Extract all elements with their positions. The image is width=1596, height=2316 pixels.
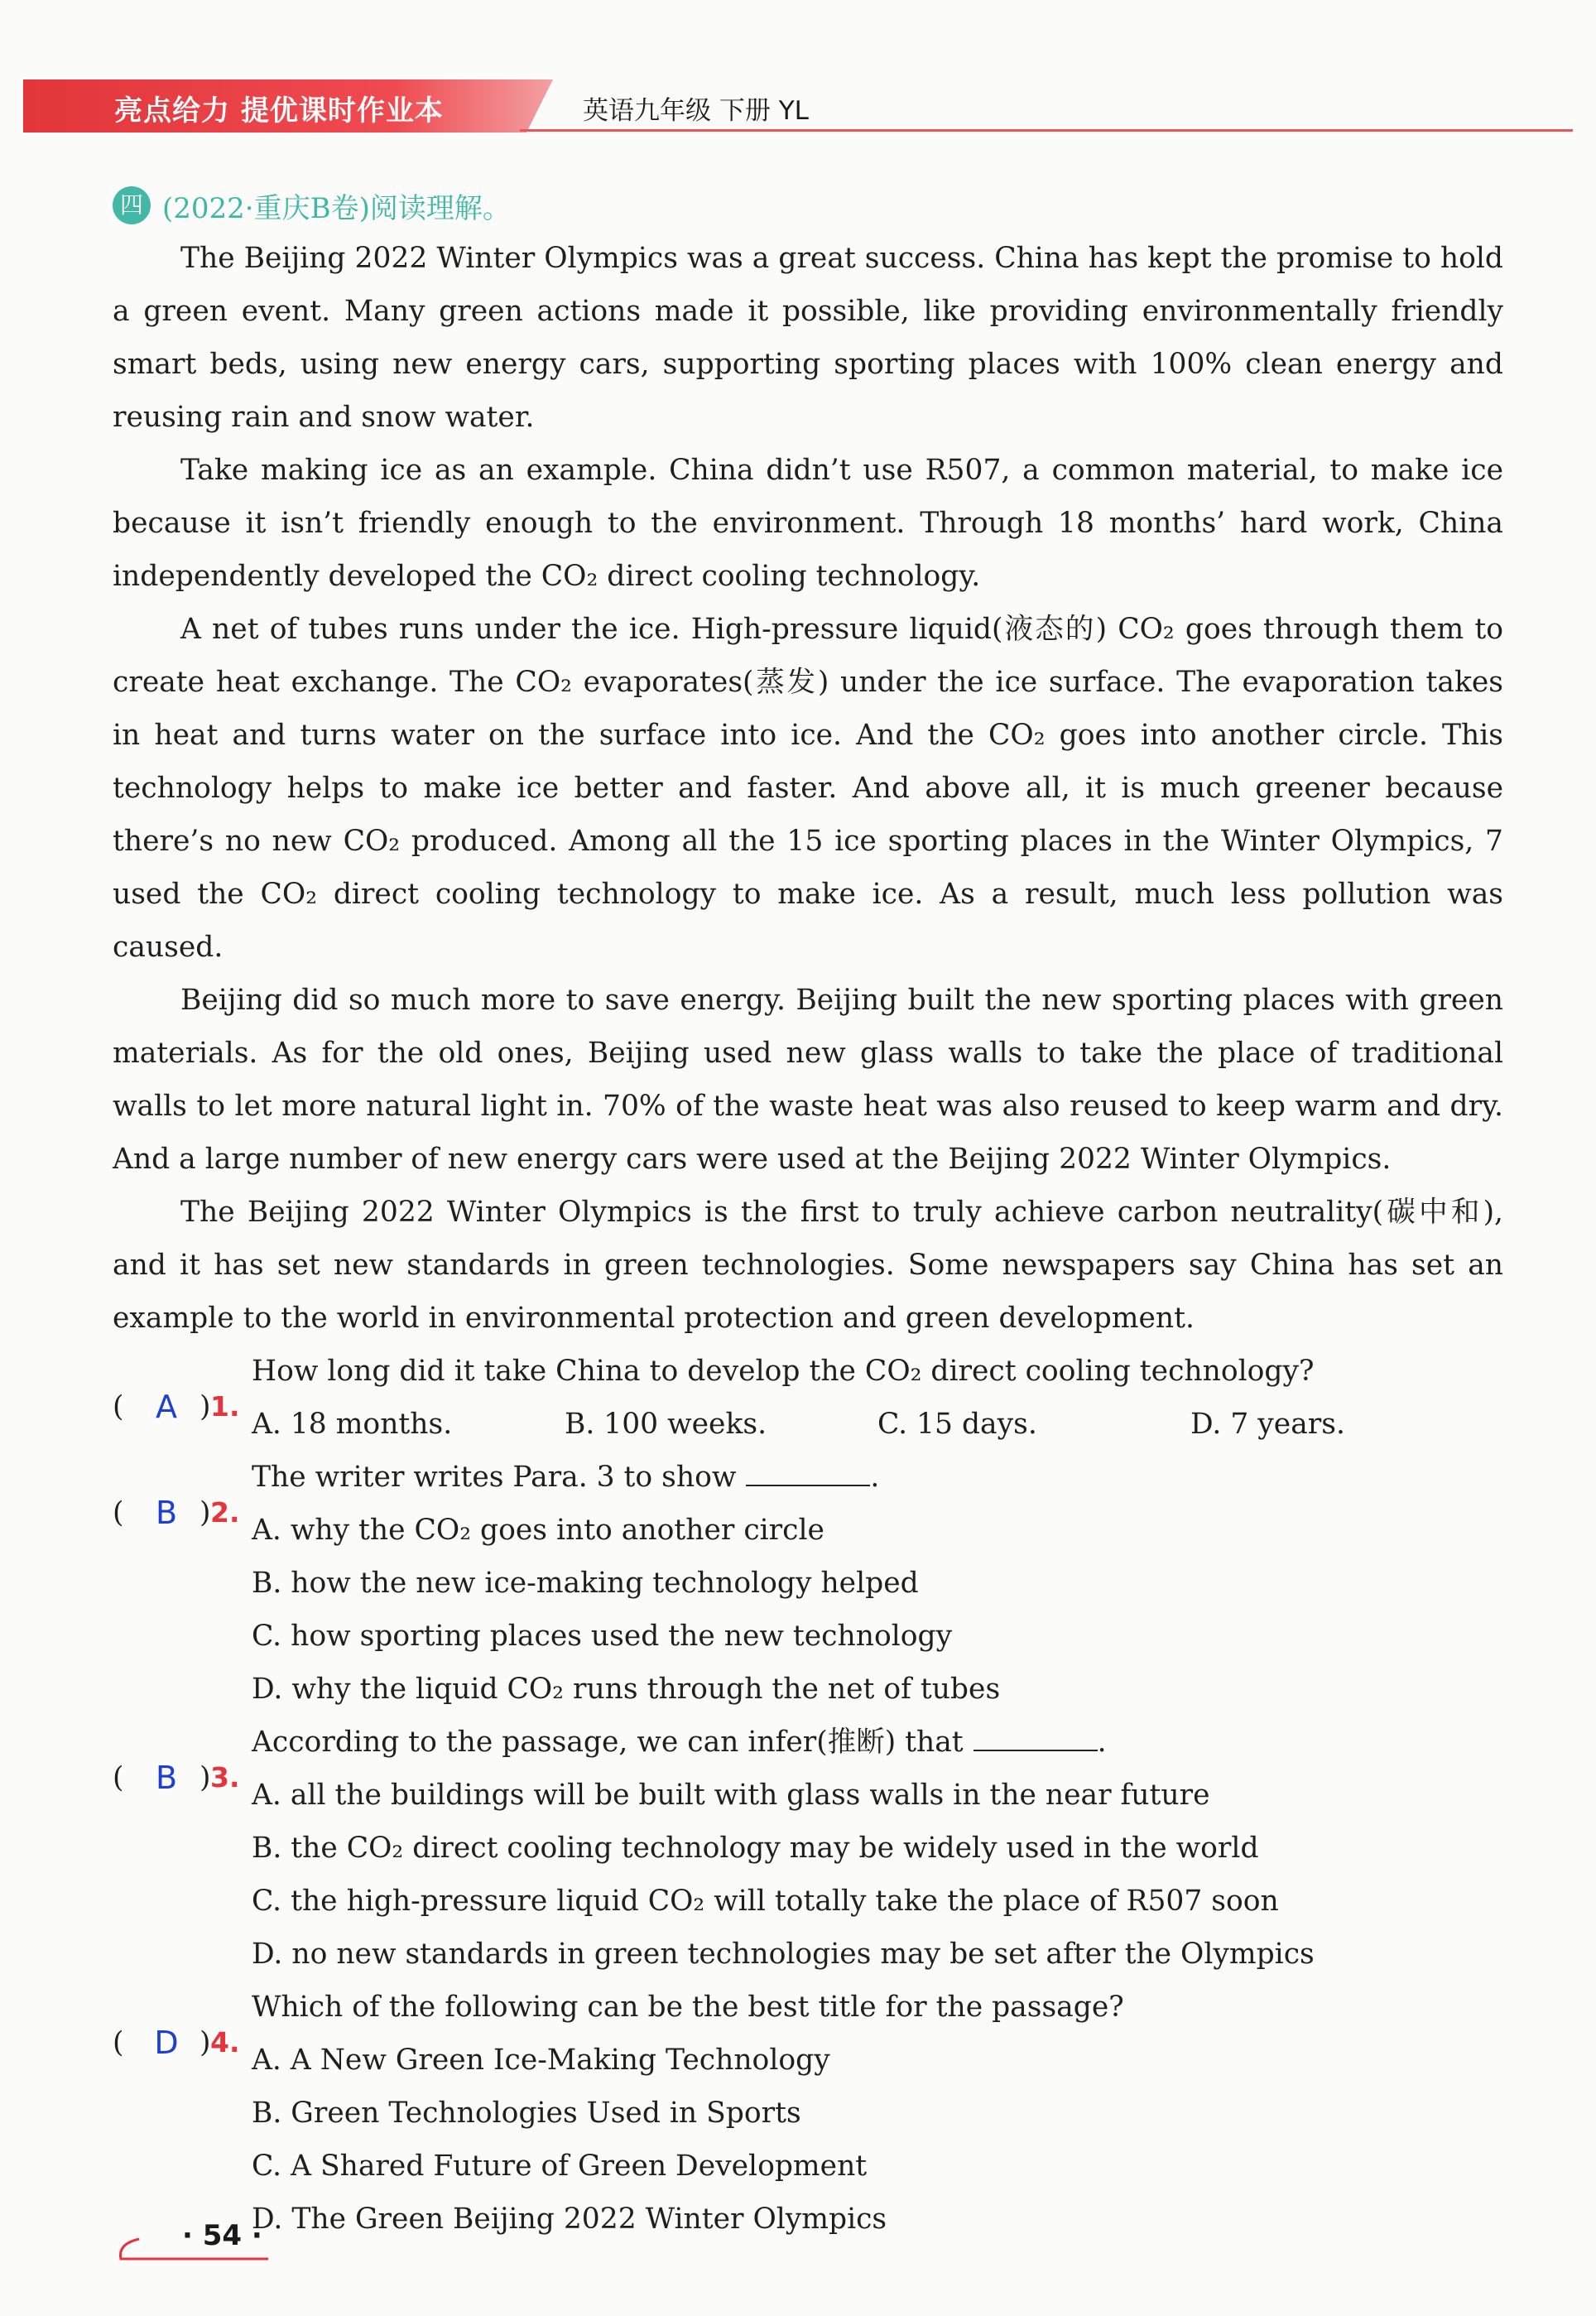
question-number: 2.	[210, 1496, 240, 1529]
option-b: B. 100 weeks.	[565, 1408, 767, 1441]
option-b: B. how the new ice-making technology helped	[252, 1567, 919, 1600]
option-d: D. 7 years.	[1190, 1408, 1345, 1441]
option-a: A. 18 months.	[252, 1408, 453, 1441]
option-a: A. A New Green Ice-Making Technology	[252, 2044, 830, 2077]
option-d: D. The Green Beijing 2022 Winter Olympics	[252, 2203, 887, 2236]
option-c: C. how sporting places used the new technology	[252, 1620, 953, 1653]
answer-blank	[973, 1725, 1098, 1751]
section-number-badge: 四	[113, 186, 151, 224]
section-heading	[113, 179, 1503, 232]
question-text: The writer writes Para. 3 to show	[252, 1461, 737, 1494]
answer-blank	[746, 1460, 870, 1486]
question-2: ( B ) 2. The writer writes Para. 3 to show . A. why the CO₂ goes into another circle B. how the new ice-making technology helped C. how sporting places used the new technology D. why the liquid CO₂ runs through the net of tubes	[113, 1451, 1503, 1716]
header-divider	[520, 129, 1573, 132]
question-number: 3.	[210, 1761, 240, 1794]
question-1: ( A ) 1. How long did it take China to develop the CO₂ direct cooling technology? A. 18 months. B. 100 weeks. C. 15 days. D. 7 years.	[113, 1345, 1503, 1451]
page-number: · 54 ·	[182, 2219, 262, 2252]
passage-paragraph: The Beijing 2022 Winter Olympics is the first to truly achieve carbon neutrality(碳中和), and it has set new standards in green technologies. Some newspapers say China has set an example to the world in environmental protection and green development.	[113, 1196, 1503, 1335]
answer-mark: B	[155, 1760, 178, 1796]
passage-paragraph: Beijing did so much more to save energy. Beijing built the new sporting places with green materials. As for the old ones, Beijing used new glass walls to take the place of traditional walls to let more natural light in. 70% of the waste heat was also reused to keep warm and dry. And a large number of new energy cars were used at the Beijing 2022 Winter Olympics.	[113, 984, 1503, 1176]
question-text: According to the passage, we can infer(推断) that	[252, 1726, 964, 1759]
option-row	[113, 1398, 1503, 1451]
question-4: ( D ) 4. Which of the following can be the best title for the passage? A. A New Green Ice-Making Technology B. Green Technologies Used in Sports C. A Shared Future of Green Development D. The Green Beijing 2022 Winter Olympics	[113, 1981, 1503, 2246]
question-number: 4.	[210, 2026, 240, 2058]
question-number: 1.	[210, 1390, 240, 1423]
answer-mark: A	[156, 1389, 177, 1425]
option-d: D. no new standards in green technologies may be set after the Olympics	[252, 1938, 1315, 1971]
option-b: B. the CO₂ direct cooling technology may be widely used in the world	[252, 1832, 1259, 1865]
question-list	[113, 1345, 1503, 2246]
option-c: C. 15 days.	[877, 1408, 1037, 1441]
question-text: How long did it take China to develop the CO₂ direct cooling technology?	[252, 1355, 1315, 1388]
option-c: C. A Shared Future of Green Development	[252, 2150, 868, 2183]
book-subtitle: 英语九年级 下册 YL	[583, 96, 809, 126]
passage-paragraph: Take making ice as an example. China didn’t use R507, a common material, to make ice because it isn’t friendly enough to the environment. Through 18 months’ hard work, China independently developed the CO₂ direct cooling technology.	[113, 454, 1503, 593]
page-header	[23, 79, 1573, 132]
book-title: 亮点给力 提优课时作业本	[114, 94, 444, 128]
option-a: A. all the buildings will be built with glass walls in the near future	[252, 1779, 1210, 1812]
question-3: ( B ) 3. According to the passage, we can infer(推断) that . A. all the buildings will be built with glass walls in the near future B. the CO₂ direct cooling technology may be widely used in the world C. the high-pressure liquid CO₂ will totally take the place of R507 soon D. no new standards in green technologies may be set after the Olympics	[113, 1716, 1503, 1981]
option-c: C. the high-pressure liquid CO₂ will totally take the place of R507 soon	[252, 1885, 1279, 1918]
answer-mark: B	[155, 1495, 178, 1531]
reading-section	[113, 179, 1503, 2246]
answer-mark: D	[154, 2025, 179, 2061]
passage-paragraph: The Beijing 2022 Winter Olympics was a great success. China has kept the promise to hold a green event. Many green actions made it possible, like providing environmentally friendly smart beds, using new energy cars, supporting sporting places with 100% clean energy and reusing rain and snow water.	[113, 242, 1503, 434]
option-a: A. why the CO₂ goes into another circle	[252, 1514, 824, 1547]
passage-paragraph: A net of tubes runs under the ice. High-pressure liquid(液态的) CO₂ goes through them to create heat exchange. The CO₂ evaporates(蒸发) under the ice surface. The evaporation takes in heat and turns water on the surface into ice. And the CO₂ goes into another circle. This technology helps to make ice better and faster. And above all, it is much greener because there’s no new CO₂ produced. Among all the 15 ice sporting places in the Winter Olympics, 7 used the CO₂ direct cooling technology to make ice. As a result, much less pollution was caused.	[113, 613, 1503, 964]
option-d: D. why the liquid CO₂ runs through the net of tubes	[252, 1673, 1001, 1706]
option-b: B. Green Technologies Used in Sports	[252, 2097, 801, 2130]
question-text: Which of the following can be the best title for the passage?	[252, 1991, 1124, 2024]
section-title: (2022·重庆B卷)阅读理解。	[162, 191, 511, 225]
